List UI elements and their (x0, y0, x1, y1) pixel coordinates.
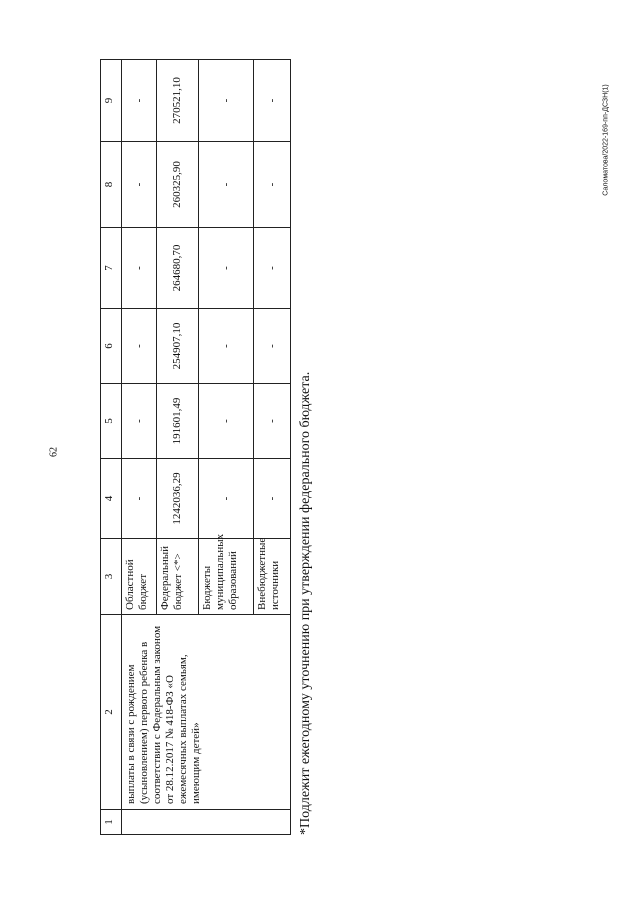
document-code: Саломатова/2022-169-пп-ДСЗН(1) (602, 84, 610, 196)
col-header: 4 (101, 459, 122, 539)
value-cell: 1242036,29 (157, 459, 199, 539)
value-cell: - (122, 60, 157, 142)
value-cell: - (199, 228, 254, 309)
page-number: 62 (48, 447, 60, 457)
row-number-cell (122, 810, 291, 835)
header-row (101, 60, 122, 835)
value-cell: 260325,90 (157, 142, 199, 228)
col-header: 7 (101, 228, 122, 309)
col-header: 9 (101, 60, 122, 142)
source-cell: Внебюджетные источники (254, 539, 291, 615)
value-cell: - (254, 309, 291, 384)
value-cell: - (199, 142, 254, 228)
rotated-table-container (100, 60, 286, 835)
value-cell: - (254, 142, 291, 228)
col-header: 1 (101, 810, 122, 835)
col-header: 6 (101, 309, 122, 384)
value-cell: - (122, 384, 157, 459)
col-header: 5 (101, 384, 122, 459)
value-cell: - (122, 142, 157, 228)
source-cell: Бюджеты муниципальных образований (199, 539, 254, 615)
value-cell: - (254, 459, 291, 539)
source-cell: Федеральный бюджет <*> (157, 539, 199, 615)
value-cell: 270521,10 (157, 60, 199, 142)
col-header: 8 (101, 142, 122, 228)
source-cell: Областной бюджет (122, 539, 157, 615)
value-cell: 191601,49 (157, 384, 199, 459)
value-cell: 264680,70 (157, 228, 199, 309)
value-cell: - (199, 384, 254, 459)
value-cell: - (254, 60, 291, 142)
table-row (122, 60, 157, 835)
col-header: 3 (101, 539, 122, 615)
value-cell: - (254, 228, 291, 309)
footnote: *Подлежит ежегодному уточнению при утверждении федерального бюджета. (298, 371, 313, 835)
value-cell: - (199, 309, 254, 384)
value-cell: - (122, 228, 157, 309)
col-header: 2 (101, 615, 122, 810)
value-cell: - (122, 459, 157, 539)
value-cell: 254907,10 (157, 309, 199, 384)
value-cell: - (199, 459, 254, 539)
value-cell: - (199, 60, 254, 142)
budget-table (100, 59, 291, 835)
value-cell: - (254, 384, 291, 459)
description-cell: выплаты в связи с рождением (усыновлением) первого ребенка в соответствии с Федеральным законом от 28.12.2017 № 418-ФЗ «О ежемесячных выплатах семьям, имеющим детей» (122, 615, 291, 810)
value-cell: - (122, 309, 157, 384)
